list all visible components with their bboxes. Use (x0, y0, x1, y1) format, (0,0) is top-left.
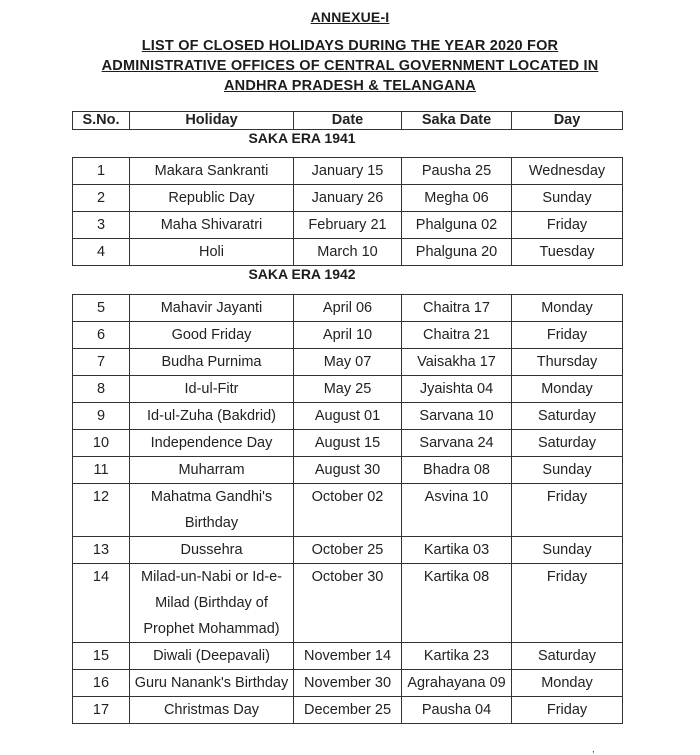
table-row (73, 457, 623, 484)
column-header-saka-date: Saka Date (402, 112, 512, 130)
cell-date: October 30 (294, 564, 402, 643)
cell-date: August 30 (294, 457, 402, 484)
table-row (73, 349, 623, 376)
cell-holiday: Good Friday (130, 322, 294, 349)
cell-day: Sunday (512, 185, 623, 212)
cell-day: Saturday (512, 430, 623, 457)
cell-date: August 01 (294, 403, 402, 430)
cell-sno: 8 (73, 376, 130, 403)
cell-saka-date: Sarvana 24 (402, 430, 512, 457)
cell-date: January 26 (294, 185, 402, 212)
page-mark: , (592, 744, 595, 755)
cell-date: October 25 (294, 537, 402, 564)
holiday-table-saka-1942 (72, 294, 623, 724)
cell-saka-date: Megha 06 (402, 185, 512, 212)
cell-sno: 13 (73, 537, 130, 564)
cell-holiday: Holi (130, 239, 294, 266)
cell-day: Friday (512, 697, 623, 724)
cell-date: February 21 (294, 212, 402, 239)
cell-holiday: Makara Sankranti (130, 158, 294, 185)
cell-saka-date: Bhadra 08 (402, 457, 512, 484)
holiday-table-saka-1941 (72, 157, 623, 266)
cell-sno: 2 (73, 185, 130, 212)
table-row (73, 376, 623, 403)
cell-saka-date: Kartika 23 (402, 643, 512, 670)
cell-saka-date: Sarvana 10 (402, 403, 512, 430)
cell-sno: 7 (73, 349, 130, 376)
cell-day: Wednesday (512, 158, 623, 185)
cell-day: Monday (512, 376, 623, 403)
cell-saka-date: Phalguna 20 (402, 239, 512, 266)
cell-saka-date: Jyaishta 04 (402, 376, 512, 403)
table-row (73, 295, 623, 322)
column-header-table (72, 111, 623, 130)
cell-day: Thursday (512, 349, 623, 376)
cell-saka-date: Kartika 08 (402, 564, 512, 643)
cell-sno: 12 (73, 484, 130, 537)
table-row (73, 158, 623, 185)
table-row (73, 484, 623, 537)
cell-holiday: Id-ul-Fitr (130, 376, 294, 403)
document-title-line-3: ANDHRA PRADESH & TELANGANA (224, 78, 476, 94)
cell-day: Sunday (512, 537, 623, 564)
cell-sno: 17 (73, 697, 130, 724)
table-row (73, 537, 623, 564)
section-label-saka-era-1941: SAKA ERA 1941 (248, 130, 356, 146)
cell-holiday: Guru Nanank's Birthday (130, 670, 294, 697)
table-row (73, 564, 623, 643)
cell-sno: 15 (73, 643, 130, 670)
cell-holiday-line: Birthday (184, 515, 239, 531)
cell-day: Friday (512, 564, 623, 643)
cell-holiday: Budha Purnima (130, 349, 294, 376)
cell-date: November 30 (294, 670, 402, 697)
cell-sno: 6 (73, 322, 130, 349)
table-row (73, 403, 623, 430)
cell-sno: 9 (73, 403, 130, 430)
cell-saka-date: Chaitra 21 (402, 322, 512, 349)
table-row (73, 430, 623, 457)
holiday-table-body (73, 158, 623, 266)
cell-saka-date: Pausha 25 (402, 158, 512, 185)
cell-date: May 25 (294, 376, 402, 403)
table-row (73, 643, 623, 670)
table-row (73, 239, 623, 266)
cell-sno: 5 (73, 295, 130, 322)
document-title-line-1: LIST OF CLOSED HOLIDAYS DURING THE YEAR 2020 FOR (141, 38, 559, 54)
cell-holiday: Dussehra (130, 537, 294, 564)
column-header-date: Date (294, 112, 402, 130)
cell-day: Friday (512, 484, 623, 537)
section-label-saka-era-1942: SAKA ERA 1942 (248, 266, 356, 282)
column-header-sno: S.No. (73, 112, 130, 130)
cell-day: Tuesday (512, 239, 623, 266)
cell-date: December 25 (294, 697, 402, 724)
cell-saka-date: Chaitra 17 (402, 295, 512, 322)
cell-saka-date: Pausha 04 (402, 697, 512, 724)
cell-holiday-line: Prophet Mohammad) (143, 621, 280, 637)
cell-saka-date: Phalguna 02 (402, 212, 512, 239)
cell-sno: 11 (73, 457, 130, 484)
cell-saka-date: Asvina 10 (402, 484, 512, 537)
cell-day: Saturday (512, 643, 623, 670)
cell-date: August 15 (294, 430, 402, 457)
annexure-title: ANNEXUE-I (310, 9, 390, 25)
cell-holiday: Muharram (130, 457, 294, 484)
cell-holiday-line: Mahatma Gandhi's (150, 489, 273, 505)
cell-saka-date: Agrahayana 09 (402, 670, 512, 697)
table-row (73, 697, 623, 724)
cell-sno: 3 (73, 212, 130, 239)
column-header-holiday: Holiday (130, 112, 294, 130)
cell-saka-date: Vaisakha 17 (402, 349, 512, 376)
cell-date: May 07 (294, 349, 402, 376)
cell-sno: 16 (73, 670, 130, 697)
cell-day: Friday (512, 322, 623, 349)
cell-saka-date: Kartika 03 (402, 537, 512, 564)
cell-day: Monday (512, 670, 623, 697)
cell-holiday: Maha Shivaratri (130, 212, 294, 239)
cell-day: Sunday (512, 457, 623, 484)
cell-holiday-line: Milad-un-Nabi or Id-e- (140, 569, 283, 585)
table-row (73, 185, 623, 212)
cell-sno: 14 (73, 564, 130, 643)
document-title-line-2: ADMINISTRATIVE OFFICES OF CENTRAL GOVERNMENT LOCATED IN (101, 58, 599, 74)
cell-day: Monday (512, 295, 623, 322)
cell-holiday: Mahavir Jayanti (130, 295, 294, 322)
cell-sno: 4 (73, 239, 130, 266)
cell-date: November 14 (294, 643, 402, 670)
cell-holiday (130, 484, 294, 537)
cell-holiday: Christmas Day (130, 697, 294, 724)
holiday-table-body (73, 295, 623, 724)
cell-day: Saturday (512, 403, 623, 430)
cell-sno: 1 (73, 158, 130, 185)
cell-day: Friday (512, 212, 623, 239)
cell-date: October 02 (294, 484, 402, 537)
column-header-row (73, 112, 623, 130)
table-row (73, 322, 623, 349)
cell-holiday: Republic Day (130, 185, 294, 212)
cell-date: April 10 (294, 322, 402, 349)
cell-holiday: Diwali (Deepavali) (130, 643, 294, 670)
cell-date: March 10 (294, 239, 402, 266)
cell-holiday-line: Milad (Birthday of (155, 595, 268, 611)
table-row (73, 670, 623, 697)
cell-holiday: Independence Day (130, 430, 294, 457)
cell-holiday: Id-ul-Zuha (Bakdrid) (130, 403, 294, 430)
cell-holiday (130, 564, 294, 643)
cell-sno: 10 (73, 430, 130, 457)
table-row (73, 212, 623, 239)
cell-date: April 06 (294, 295, 402, 322)
column-header-day: Day (512, 112, 623, 130)
cell-date: January 15 (294, 158, 402, 185)
